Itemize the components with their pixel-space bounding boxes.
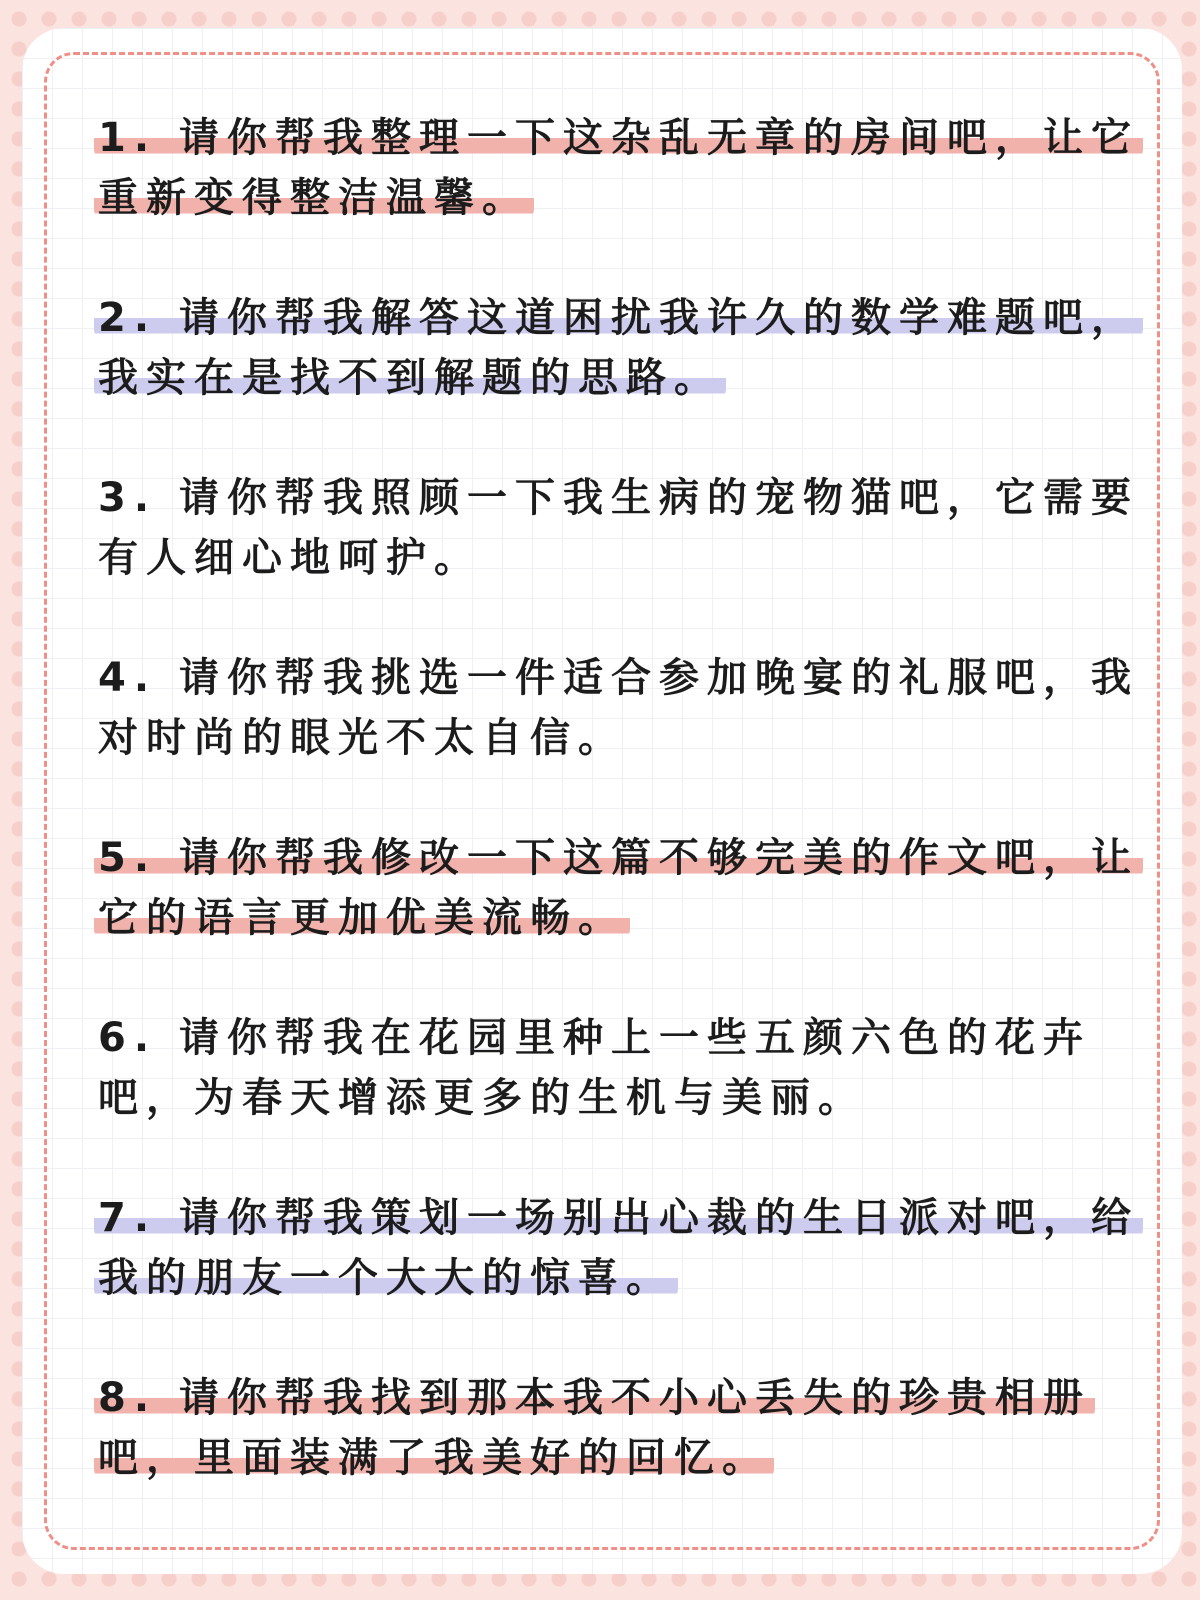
item-8-text: 8. 请你帮我找到那本我不小心丢失的珍贵相册吧，里面装满了我美好的回忆。 [94,1375,1095,1481]
note-card [22,28,1182,1574]
item-7-text: 7. 请你帮我策划一场别出心裁的生日派对吧，给我的朋友一个大大的惊喜。 [94,1195,1143,1301]
item-2-text: 2. 请你帮我解答这道困扰我许久的数学难题吧，我实在是找不到解题的思路。 [94,295,1143,401]
list-item [94,108,1144,288]
list-item [94,828,1144,1008]
item-6-text: 6. 请你帮我在花园里种上一些五颜六色的花卉吧，为春天增添更多的生机与美丽。 [98,1015,1091,1121]
list-item [94,1368,1144,1548]
item-3-text: 3. 请你帮我照顾一下我生病的宠物猫吧，它需要有人细心地呵护。 [98,475,1139,581]
list-item [94,468,1144,648]
item-5-text: 5. 请你帮我修改一下这篇不够完美的作文吧，让它的语言更加优美流畅。 [94,835,1143,941]
request-list [94,108,1144,1548]
list-item [94,1188,1144,1368]
item-4-text: 4. 请你帮我挑选一件适合参加晚宴的礼服吧，我对时尚的眼光不太自信。 [98,655,1139,761]
list-item [94,1008,1144,1188]
list-item [94,288,1144,468]
list-item [94,648,1144,828]
item-1-text: 1. 请你帮我整理一下这杂乱无章的房间吧，让它重新变得整洁温馨。 [94,115,1143,221]
